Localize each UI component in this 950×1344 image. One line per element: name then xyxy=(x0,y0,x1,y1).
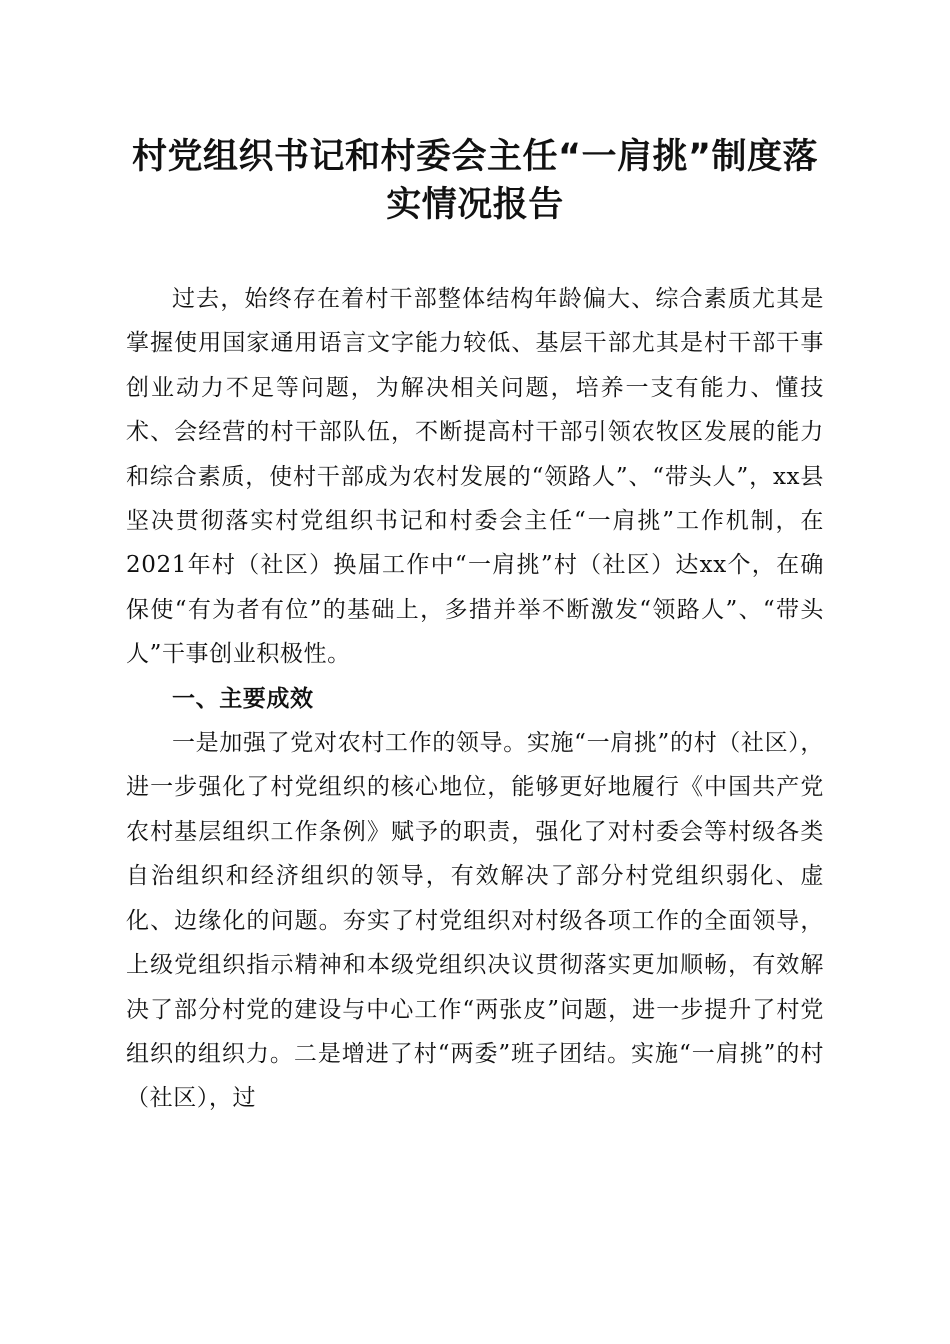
title-line-1: 村党组织书记和村委会主任“一肩挑”制度落 xyxy=(131,137,818,177)
section-paragraph-main-results: 一是加强了党对农村工作的领导。实施“一肩挑”的村（社区），进一步强化了村党组织的核心地位，能够更好地履行《中国共产党农村基层组织工作条例》赋予的职责，强化了对村委会等村级各类自治组织和经济组织的领导，有效解决了部分村党组织弱化、虚化、边缘化的问题。夯实了村党组织对村级各项工作的全面领导，上级党组织指示精神和本级党组织决议贯彻落实更加顺畅，有效解决了部分村党的建设与中心工作“两张皮”问题，进一步提升了村党组织的组织力。二是增进了村“两委”班子团结。实施“一肩挑”的村（社区），过 xyxy=(126,730,824,1112)
intro-paragraph: 过去，始终存在着村干部整体结构年龄偏大、综合素质尤其是掌握使用国家通用语言文字能力较低、基层干部尤其是村干部干事创业动力不足等问题，为解决相关问题，培养一支有能力、懂技术、会经营的村干部队伍，不断提高村干部引领农牧区发展的能力和综合素质，使村干部成为农村发展的“领路人”、“带头人”，xx县坚决贯彻落实村党组织书记和村委会主任“一肩挑”工作机制，在2021年村（社区）换届工作中“一肩挑”村（社区）达xx个，在确保使“有为者有位”的基础上，多措并举不断激发“领路人”、“带头人”干事创业积极性。 xyxy=(126,286,824,668)
title-line-2: 实情况报告 xyxy=(386,185,564,225)
document-body xyxy=(126,277,824,1121)
document-title xyxy=(110,133,840,229)
section-heading-main-results: 一、主要成效 xyxy=(172,685,314,712)
